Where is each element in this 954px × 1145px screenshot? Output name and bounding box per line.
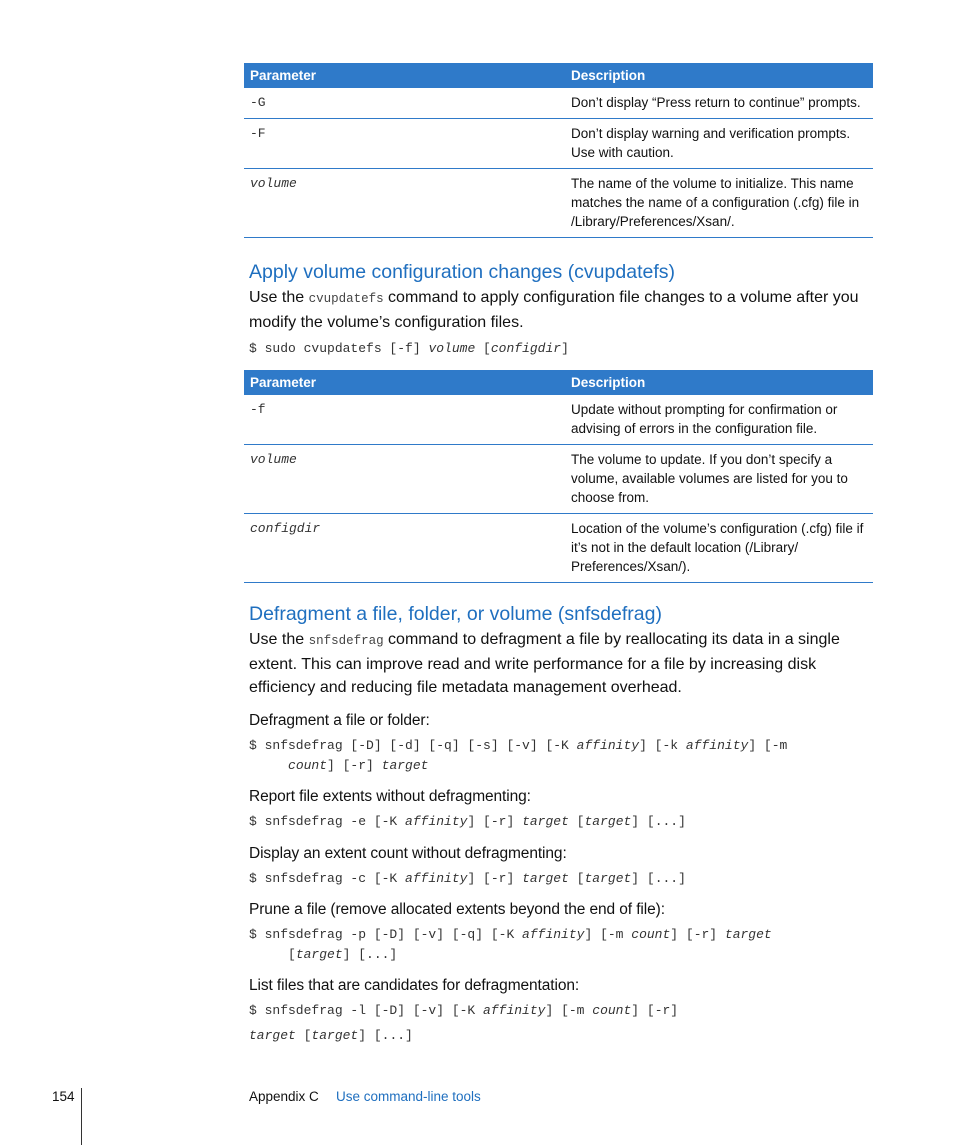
- table-row: [244, 88, 873, 119]
- code-block-defragment: [249, 736, 869, 776]
- code-arg: affinity: [685, 738, 749, 753]
- section-heading-snfsdefrag: Defragment a file, folder, or volume (snfsdefrag): [249, 603, 662, 625]
- param-cell: -F: [244, 119, 558, 169]
- table-row: [244, 514, 873, 583]
- code-arg: configdir: [490, 341, 562, 356]
- subheading-list-candidates: List files that are candidates for defragmentation:: [249, 977, 580, 994]
- code-arg: affinity: [405, 871, 468, 886]
- appendix-label: Appendix C: [249, 1089, 319, 1104]
- code-text: ] [-m: [748, 738, 788, 753]
- inline-command: cvupdatefs: [308, 292, 384, 306]
- code-arg: target: [584, 814, 632, 829]
- code-arg: count: [288, 758, 328, 773]
- body-text: command to defragment a file by reallocating its data in a single extent. This can improve read and write performance for a file by increasing disk efficiency and reducing file metadata management overhead.: [249, 631, 840, 696]
- subheading-defragment: Defragment a file or folder:: [249, 712, 430, 729]
- code-text: [: [568, 814, 585, 829]
- table-row: [244, 445, 873, 514]
- code-text: [: [568, 871, 585, 886]
- param-cell: volume: [244, 445, 558, 514]
- column-header-description: Description: [558, 63, 873, 88]
- inline-command: snfsdefrag: [308, 634, 384, 648]
- code-arg: target: [249, 1028, 296, 1043]
- section-heading-cvupdatefs: Apply volume configuration changes (cvupdatefs): [249, 261, 675, 283]
- code-arg: count: [592, 1003, 632, 1018]
- code-text: $ snfsdefrag -c [-K: [249, 871, 406, 886]
- code-arg: target: [584, 871, 632, 886]
- code-text: $ snfsdefrag [-D] [-d] [-q] [-s] [-v] [-K: [249, 738, 577, 753]
- subheading-prune: Prune a file (remove allocated extents beyond the end of file):: [249, 901, 665, 918]
- description-cell: Don’t display “Press return to continue” prompts.: [558, 88, 873, 119]
- code-arg: affinity: [483, 1003, 546, 1018]
- code-text: $ sudo cvupdatefs [-f]: [249, 341, 429, 356]
- code-line: [249, 339, 869, 359]
- code-line: [249, 945, 869, 965]
- code-line: [249, 869, 869, 889]
- code-arg: target: [522, 814, 569, 829]
- code-arg: affinity: [405, 814, 468, 829]
- table-header-row: [244, 370, 873, 395]
- body-text: Use the: [249, 289, 309, 306]
- code-block-prune: [249, 925, 869, 965]
- page-number: 154: [52, 1089, 75, 1104]
- description-cell: Update without prompting for confirmation or advising of errors in the configuration file.: [558, 395, 873, 445]
- code-arg: target: [522, 871, 569, 886]
- code-text: ] [...]: [342, 947, 398, 962]
- param-cell: volume: [244, 169, 558, 238]
- column-header-parameter: Parameter: [244, 370, 558, 395]
- section-body-snfsdefrag: [249, 628, 869, 699]
- code-arg: target: [295, 947, 343, 962]
- param-cell: -f: [244, 395, 558, 445]
- code-text: ]: [561, 341, 569, 356]
- param-cell: -G: [244, 88, 558, 119]
- code-text: $ snfsdefrag -e [-K: [249, 814, 406, 829]
- param-cell: configdir: [244, 514, 558, 583]
- code-text: ] [-k: [639, 738, 686, 753]
- code-text: ] [...]: [631, 871, 686, 886]
- code-arg: count: [631, 927, 671, 942]
- code-text: ] [...]: [631, 814, 686, 829]
- body-text: Use the: [249, 631, 309, 648]
- code-text: [: [475, 341, 491, 356]
- code-line: [249, 812, 869, 832]
- code-arg: target: [724, 927, 772, 942]
- code-text: ] [-m: [545, 1003, 593, 1018]
- code-arg: affinity: [522, 927, 585, 942]
- subheading-report-extents: Report file extents without defragmenting:: [249, 788, 531, 805]
- code-text: [249, 758, 288, 773]
- description-cell: Location of the volume’s configuration (.cfg) file if it’s not in the default location (/Library/ Preferences/Xsan/).: [558, 514, 873, 583]
- code-line: [249, 1026, 869, 1046]
- code-arg: target: [311, 1028, 359, 1043]
- table-header-row: [244, 63, 873, 88]
- code-line: [249, 1001, 869, 1021]
- code-line: [249, 925, 869, 945]
- section-body-cvupdatefs: [249, 286, 869, 334]
- code-text: $ snfsdefrag -l [-D] [-v] [-K: [249, 1003, 484, 1018]
- subheading-extent-count: Display an extent count without defragmenting:: [249, 845, 567, 862]
- footer-divider: [81, 1088, 82, 1145]
- description-cell: The name of the volume to initialize. This name matches the name of a configuration (.cfg) file in /Library/Preferences/Xsan/.: [558, 169, 873, 238]
- chapter-link[interactable]: Use command-line tools: [336, 1089, 481, 1104]
- description-cell: The volume to update. If you don’t specify a volume, available volumes are listed for you to choose from.: [558, 445, 873, 514]
- code-arg: target: [381, 758, 429, 773]
- code-text: ] [-r]: [467, 871, 523, 886]
- code-line: [249, 756, 869, 776]
- table-row: [244, 169, 873, 238]
- column-header-parameter: Parameter: [244, 63, 558, 88]
- body-text: command to apply configuration file changes to a volume after you modify the volume’s configuration files.: [249, 289, 859, 331]
- table-row: [244, 395, 873, 445]
- description-cell: Don’t display warning and verification prompts. Use with caution.: [558, 119, 873, 169]
- parameter-table-1: [244, 63, 873, 238]
- column-header-description: Description: [558, 370, 873, 395]
- code-text: ] [-m: [584, 927, 632, 942]
- code-text: [: [295, 1028, 312, 1043]
- code-text: [: [249, 947, 296, 962]
- code-text: ] [-r]: [327, 758, 382, 773]
- code-arg: volume: [428, 341, 476, 356]
- code-text: ] [...]: [358, 1028, 413, 1043]
- code-text: $ snfsdefrag -p [-D] [-v] [-q] [-K: [249, 927, 523, 942]
- table-row: [244, 119, 873, 169]
- code-text: ] [-r]: [631, 1003, 679, 1018]
- code-arg: affinity: [576, 738, 640, 753]
- code-text: ] [-r]: [467, 814, 523, 829]
- parameter-table-2: [244, 370, 873, 583]
- code-line: [249, 736, 869, 756]
- code-text: ] [-r]: [670, 927, 725, 942]
